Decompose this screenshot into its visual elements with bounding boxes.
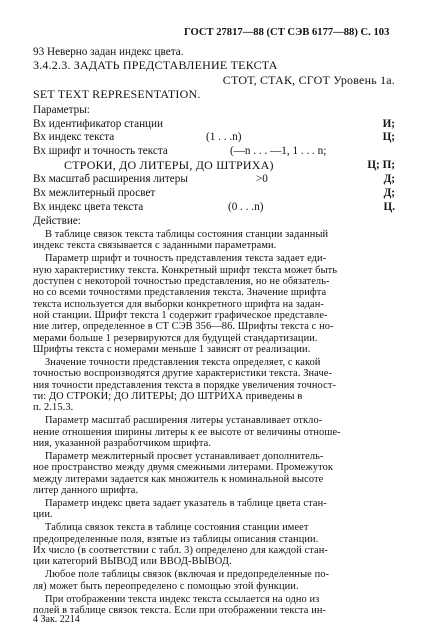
body-line-24: Параметр индекс цвета задает указатель в таблице цвета стан-: [45, 497, 327, 509]
body-line-19: ния, указанной разработчиком шрифта.: [33, 437, 212, 449]
running-header: ГОСТ 27817—88 (СТ СЭВ 6177—88) С. 103: [184, 27, 390, 38]
body-line-13: точностью воспроизводятся другие характеристики текста. Значе-: [33, 368, 333, 380]
body-line-28: Их число (в соответствии с табл. 3) определено для каждой стан-: [33, 544, 328, 556]
body-line-23: литер данного шрифта.: [33, 484, 139, 496]
params-label: Параметры:: [33, 104, 90, 116]
body-line-11: Шрифты текста с номерами меньше 1 зависят от реализации.: [33, 343, 311, 355]
function-name: SET TEXT REPRESENTATION.: [33, 87, 201, 101]
param-color-index-range: (0 . . .n): [228, 201, 264, 213]
body-line-06: но со всеми точностями представления текста. Значение шрифта: [33, 287, 327, 299]
body-line-31: ля) может быть переопределено с помощью этой функции.: [33, 580, 299, 592]
body-line-22: между литерами задается как множитель к номинальной высоте: [33, 473, 324, 485]
param-char-expansion-range: >0: [256, 173, 268, 185]
body-line-01: В таблице связок текста таблицы состояния станции заданный: [45, 229, 329, 240]
body-line-12: Значение точности представления текста определяет, с какой: [45, 356, 321, 368]
action-label: Действие:: [33, 215, 81, 227]
body-line-33: полей в таблице связок текста. Если при отображении текста ин-: [33, 605, 327, 616]
param-char-expansion: Вх масштаб расширения литеры: [33, 173, 188, 185]
param-station-id: Вх идентификатор станции: [33, 118, 164, 130]
body-line-04: ную характеристику текста. Конкретный шрифт текста может быть: [33, 264, 338, 276]
param-text-index: Вх индекс текста: [33, 131, 115, 143]
level-line: СТОТ, СТАК, СГОТ Уровень 1а.: [222, 73, 395, 87]
body-line-16: п. 2.15.3.: [33, 402, 74, 414]
body-line-09: ние литер, определенное в СТ СЭВ 356—86. Шрифты текста с но-: [33, 321, 334, 333]
body-line-05: доступен с некоторой точностью представления, но не обязатель-: [33, 276, 330, 287]
body-line-29: ции категорий ВЫВОД или ВВОД-ВЫВОД.: [33, 556, 232, 568]
param-font-precision: Вх шрифт и точность текста: [33, 145, 168, 157]
body-line-07: текста используется для выборки конкретного шрифта на задан-: [33, 298, 324, 310]
param-color-index: Вх индекс цвета текста: [33, 201, 144, 213]
body-line-27: предопределенные поля, взятые из таблицы описания станции.: [33, 533, 319, 545]
param-char-expansion-type: Д;: [383, 173, 395, 185]
body-line-08: ной станции. Шрифт текста 1 содержит графическое представле-: [33, 309, 328, 321]
body-line-17: Параметр масштаб расширения литеры устанавливает откло-: [45, 415, 323, 427]
param-station-id-type: И;: [382, 118, 395, 130]
body-line-18: нение отношения ширины литеры к ее высоте от величины отноше-: [33, 426, 341, 438]
error-line: 93 Неверно задан индекс цвета.: [33, 46, 184, 58]
body-line-14: ния точности представления текста в порядке увеличения точност-: [33, 379, 337, 391]
param-char-spacing: Вх межлитерный просвет: [33, 187, 156, 199]
body-line-26: Таблица связок текста в таблице состояния станции имеет: [45, 522, 309, 534]
body-line-10: мерами больше 1 резервируются для будущей стандартизации.: [33, 332, 318, 344]
footer-order: 4 Зак. 2214: [33, 614, 80, 625]
body-line-25: ции.: [33, 509, 53, 521]
body-line-30: Любое поле таблицы связок (включая и предопределенные по-: [45, 569, 330, 581]
body-line-32: При отображении текста индекс текста ссылается на одно из: [45, 593, 320, 605]
param-color-index-type: Ц.: [383, 201, 395, 213]
section-title: 3.4.2.3. ЗАДАТЬ ПРЕДСТАВЛЕНИЕ ТЕКСТА: [33, 58, 278, 72]
body-line-02: индекс текста связывается с заданными параметрами.: [33, 240, 277, 252]
param-font-precision-range: (—n . . . —1, 1 . . . n;: [230, 145, 327, 157]
param-text-index-range: (1 . . .n): [206, 131, 242, 143]
param-char-spacing-type: Д;: [383, 187, 395, 199]
param-precision-values: СТРОКИ, ДО ЛИТЕРЫ, ДО ШТРИХА): [64, 158, 274, 172]
param-text-index-type: Ц;: [382, 131, 395, 143]
body-line-20: Параметр межлитерный просвет устанавливает дополнитель-: [45, 450, 324, 462]
body-line-03: Параметр шрифт и точность представления текста задает еди-: [45, 253, 327, 265]
param-font-precision-type: Ц; П;: [367, 159, 395, 171]
body-line-15: ти: ДО СТРОКИ; ДО ЛИТЕРЫ; ДО ШТРИХА приведены в: [33, 390, 303, 402]
body-line-21: ное пространство между двумя смежными литерами. Промежуток: [33, 462, 334, 474]
